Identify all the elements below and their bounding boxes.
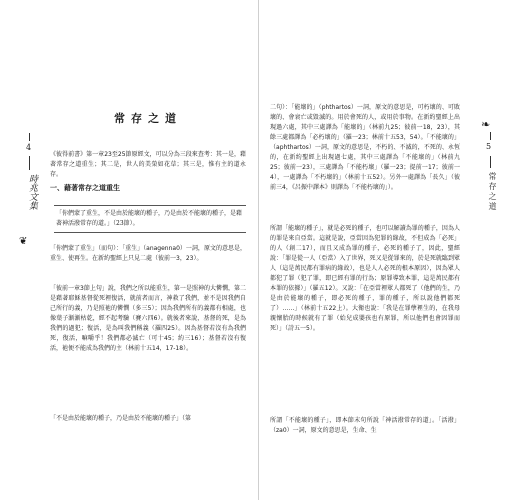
margin-rule-mid-left [29, 156, 30, 170]
running-head-left: 時兆文集 [27, 174, 37, 210]
margin-rule-mid-right [490, 156, 491, 168]
scripture-quote: 「你們蒙了重生，不是由於能壞的種子，乃是由於不能壞的種子，是藉著神活潑常存的道。」（23節）。 [56, 210, 243, 227]
right-paragraph-3-block [270, 416, 460, 436]
section-heading-block [50, 183, 246, 193]
body-paragraph-1: 「你們蒙了重生」（而句）：「重生」（anagenna0）一詞，原文的意思是，重生、使再生。在新約聖經上只見二處（彼前一3，23）。 [50, 245, 246, 262]
section-heading: 一、藉著常存之道重生 [50, 184, 120, 192]
margin-rule-top-right [490, 132, 491, 140]
page-number-left: 4 [26, 143, 32, 152]
running-head-right: 常存之道 [488, 172, 497, 212]
leaf-ornament-icon: ❦ [19, 236, 28, 247]
intro-paragraph: 《彼得前書》第一章23至25節原經文，可以分為三段來查考：其一是，藉著常存之道重生；其二是，世人的美榮如花草；其三是，惟有主的道永存。 [50, 151, 246, 178]
right-paragraph-2-block [270, 224, 460, 334]
body-paragraph-1-block [50, 244, 246, 264]
scripture-quote-box [54, 205, 246, 233]
margin-rule-top-left [29, 133, 30, 141]
body-paragraph-2: 「彼前一章3節上句」說，我們之所以能重生，第一是照神的大憐憫，第二是藉著耶穌基督從死裡復活，就前者而言，神救了我們，並不是因我們自己所行的義，乃是照祂的憐憫（多三5）；因為我們所有的義都有相處，也像葉子漸漸枯乾，經不起考驗（賽六四6）。就後者來說，基督的死，是為我們的過犯；復活，是為叫我們稱義（羅四25）。因為基督若沒有為我們死，復活，嘛嚼乎！我們都必滅亡（可十45；約三16）；基督若沒有復活，祂便不能成為我們的主（林前十五14，17-18）。 [50, 285, 246, 352]
body-paragraph-3: 「不是由於能壞的種子，乃是由於不能壞的種子」（第 [50, 415, 192, 422]
book-spine [258, 0, 259, 500]
right-paragraph-3: 所謂「不能壞的種子」，即本節末句所說「神活潑常存的道」。「活潑」（za0）一詞，原文的意思是，生命、生 [270, 417, 460, 434]
page-number-right: 5 [486, 142, 492, 151]
body-paragraph-2-block [50, 284, 246, 354]
chapter-title: 常存之道 [114, 112, 182, 125]
body-paragraph-3-block [50, 414, 246, 424]
right-paragraph-2: 所謂「能壞的種子」，就是必死的種子，也可以解讀為罪的種子，因為人的罪是來自亞當。這就是說，亞當因為犯罪的緣故，不但成為「必死」的人（創二17），而且又成為罪的種子，必死的種子了，因此，聖經說：「罪是從一人（亞當）入了世界，死又是從罪來的，於是死就臨到眾人（這是萬民都有罪病的緣故），也是人人必死的根本原因），因為眾人都犯了罪（犯了罪，即已經有罪的行為；原罪導致本罪，這是萬民都有本罪的依據）」（羅五12）。又說：「在亞當裡眾人都死了（他們的生，乃是由於能壞的種子，即必死的種子，罪的種子，所以說他們都死了）……」（林前十五22上）。大衛也說：「我是在罪孽裡生的，在我母親懷胎的時候就有了罪（始兒成嬰孩也有原罪，所以他們也會因罪而死）」（詩五一5）。 [270, 225, 460, 332]
intro-paragraph-block [50, 150, 246, 180]
right-paragraph-1: 二句）：「能壞的」（phthartos）一詞，原文的意思是，可朽壞的、可敗壞的、會衰亡或毀滅的。用於會死的人，或用於事物。在新約聖經上出現過六處，其中三處譯為「能壞的」（林前九25；彼前一18，23），其餘三處都譯為「必朽壞的」（羅一23；林前十五53，54）。「不能壞的」（aphthartos）一詞，原文的意思是，不朽的、不滅的，不死的、永恆的，在新約聖經上出現過七處，其中三處譯為「不能壞的」（林前九25；彼前一23），三處譯為「不能朽壞」（羅一23；提前一17；彼前一4），一處譯為「不朽壞的」（林前十五52）。另外一處譯為「長久」（彼前三4，《呂振中譯本》則譯為「不能朽壞的」）。 [270, 104, 460, 191]
right-paragraph-1-block [270, 103, 460, 193]
leaf-ornament-right-icon: ❧ [481, 118, 491, 131]
